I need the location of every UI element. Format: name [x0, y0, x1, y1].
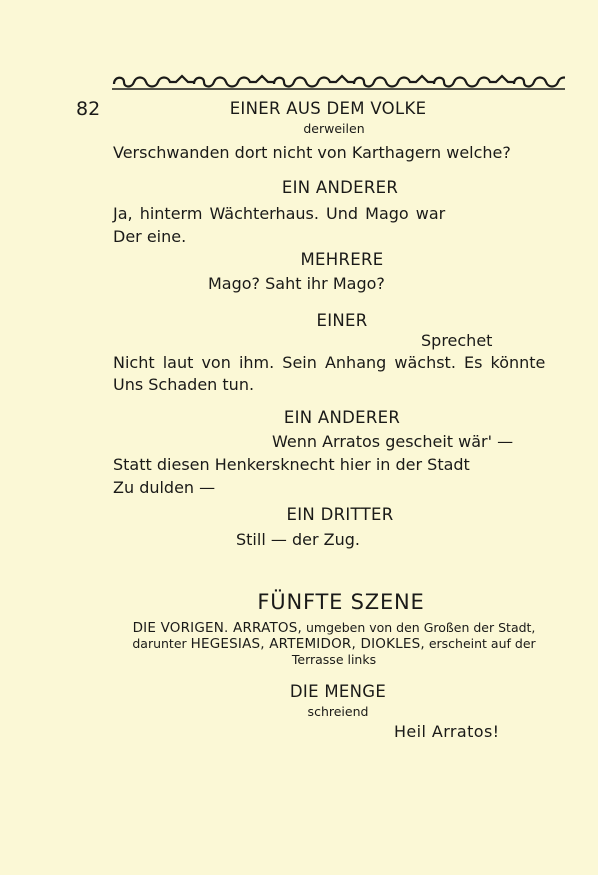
stage-direction: schreiend: [307, 704, 369, 719]
page-number: 82: [76, 98, 101, 120]
verse-line: Verschwanden dort nicht von Karthagern welche?: [113, 143, 511, 162]
verse-line: Heil Arratos!: [394, 722, 500, 741]
verse-line: Mago? Saht ihr Mago?: [208, 274, 385, 293]
verse-line: Der eine.: [113, 227, 187, 246]
verse-line: Uns Schaden tun.: [113, 375, 255, 394]
verse-line: Zu dulden —: [113, 478, 216, 497]
verse-line: Sprechet: [421, 331, 493, 350]
speaker-name: MEHRERE: [300, 250, 384, 269]
scene-title: FÜNFTE SZENE: [257, 590, 425, 614]
verse-line: Statt diesen Henkersknecht hier in der Stadt: [113, 455, 470, 474]
scene-stage-direction: DIE VORIGEN. ARRATOS, umgeben von den Großen der Stadt, darunter HEGESIAS, ARTEMIDOR, DIOKLES, erscheint auf der Terrasse links: [132, 620, 536, 667]
speaker-name: EIN ANDERER: [281, 178, 399, 197]
verse-line: Ja, hinterm Wächterhaus. Und Mago war: [113, 204, 446, 223]
speaker-name: EIN ANDERER: [283, 408, 401, 427]
stage-direction: derweilen: [303, 121, 365, 136]
speaker-name: DIE MENGE: [289, 682, 387, 701]
speaker-name: EIN DRITTER: [286, 505, 394, 524]
speaker-name: EINER: [316, 311, 368, 330]
verse-line: Nicht laut von ihm. Sein Anhang wächst. Es könnte: [113, 353, 546, 372]
speaker-name: EINER AUS DEM VOLKE: [229, 99, 427, 118]
verse-line: Wenn Arratos gescheit wär' —: [272, 432, 514, 451]
decorative-border-icon: [112, 72, 565, 92]
verse-line: Still — der Zug.: [236, 530, 360, 549]
